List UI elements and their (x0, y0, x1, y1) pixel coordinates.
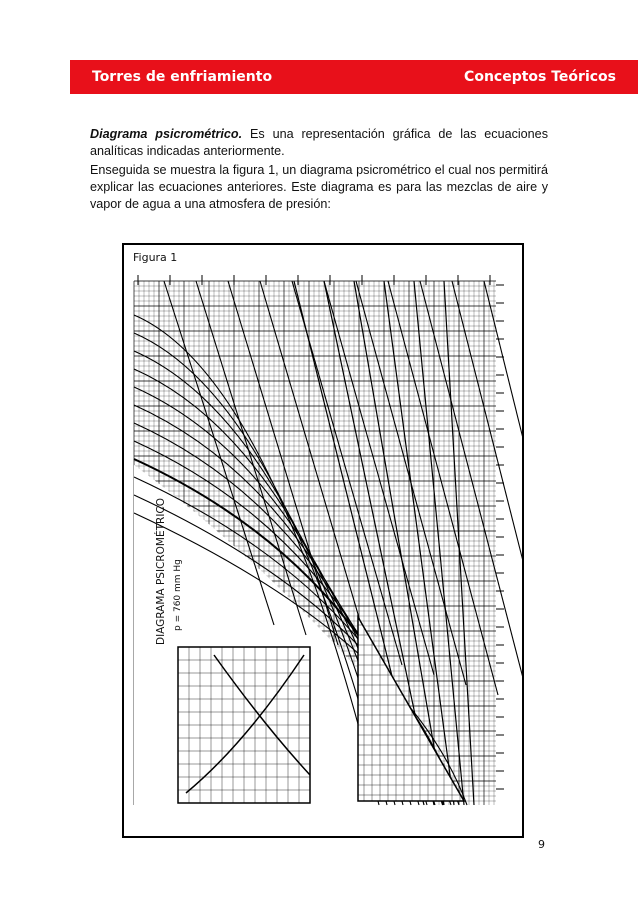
header-bar (70, 60, 638, 94)
chart-pressure-note: p = 760 mm Hg (173, 559, 183, 631)
enthalpy-line (420, 281, 522, 705)
explanation-paragraph: Enseguida se muestra la figura 1, un diagrama psicrométrico el cual nos permitirá explicar las ecuaciones anteriores. Este diagrama es para las mezclas de aire y vapor de agua a una atmosfera de presión: (90, 163, 548, 211)
header-chapter-title: Conceptos Teóricos (464, 69, 616, 85)
term-heading: Diagrama psicrométrico. (90, 127, 243, 141)
psychrometric-chart (124, 245, 522, 836)
chart-title: DIAGRAMA PSICROMÉTRICO (155, 497, 167, 645)
page-number: 9 (538, 838, 545, 851)
intro-paragraph-text: Es una representación gráfica de las ecuaciones analíticas indicadas anteriormente. (90, 127, 548, 158)
enthalpy-line (388, 281, 498, 695)
enthalpy-line (484, 281, 522, 725)
figure-label: Figura 1 (133, 251, 178, 264)
header-section-title: Torres de enfriamiento (92, 69, 273, 85)
figure-frame (122, 243, 524, 838)
intro-paragraph (90, 126, 548, 160)
